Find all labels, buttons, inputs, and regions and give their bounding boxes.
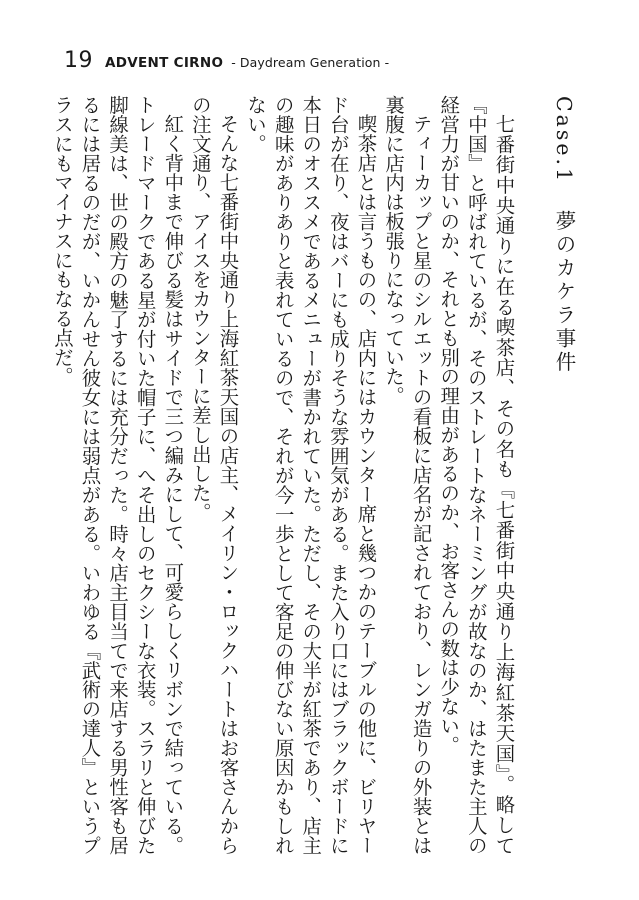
chapter-number: Case.1 xyxy=(552,96,576,185)
paragraph: そんな七番街中央通り上海紅茶天国の店主、メイリン・ロックハートはお客さんからの注文通り、アイスをカウンターに差し出した。 xyxy=(188,95,240,855)
paragraph: 七番街中央通りに在る喫茶店、その名も『七番街中央通り上海紅茶天国』。略して『中国』と呼ばれているが、そのストレートなネーミングが故なのか、はたまた主人の経営力が甘いのか、それとも別の理由があるのか、お客さんの数は少ない。 xyxy=(437,95,516,855)
page-number: 19 xyxy=(64,48,93,73)
chapter-title: 夢のカケラ事件 xyxy=(552,210,576,375)
running-header xyxy=(64,48,389,78)
paragraph: 喫茶店とは言うものの、店内にはカウンター席と幾つかのテーブルの他に、ビリヤード台が在り、夜はバーにも成りそうな雰囲気がある。また入り口にはブラックボードに本日のオススメであるメニューが書かれていた。ただし、その大半が紅茶であり、店主の趣味がありありと表れているので、それが今一歩として客足の伸びない原因かもしれない。 xyxy=(244,95,378,855)
chapter-heading xyxy=(549,95,577,855)
paragraph: 紅く背中まで伸びる髪はサイドで三つ編みにして、可愛らしくリボンで結っている。トレードマークである星が付いた帽子に、へそ出しのセクシーな衣装。スラリと伸びた脚線美は、世の殿方の魅了するには充分だった。時々店主目当てで来店する男性客も居るには居るのだが、いかんせん彼女には弱点がある。いわゆる『武術の達人』というプラスにもマイナスにもなる点だ。 xyxy=(50,95,185,855)
vertical-body-text xyxy=(48,95,577,855)
book-title: ADVENT CIRNO xyxy=(105,55,224,71)
paragraph: ティーカップと星のシルエットの看板に店名が記されており、レンガ造りの外装とは裏腹に店内は板張りになっていた。 xyxy=(382,95,433,855)
book-subtitle: - Daydream Generation - xyxy=(231,55,390,70)
